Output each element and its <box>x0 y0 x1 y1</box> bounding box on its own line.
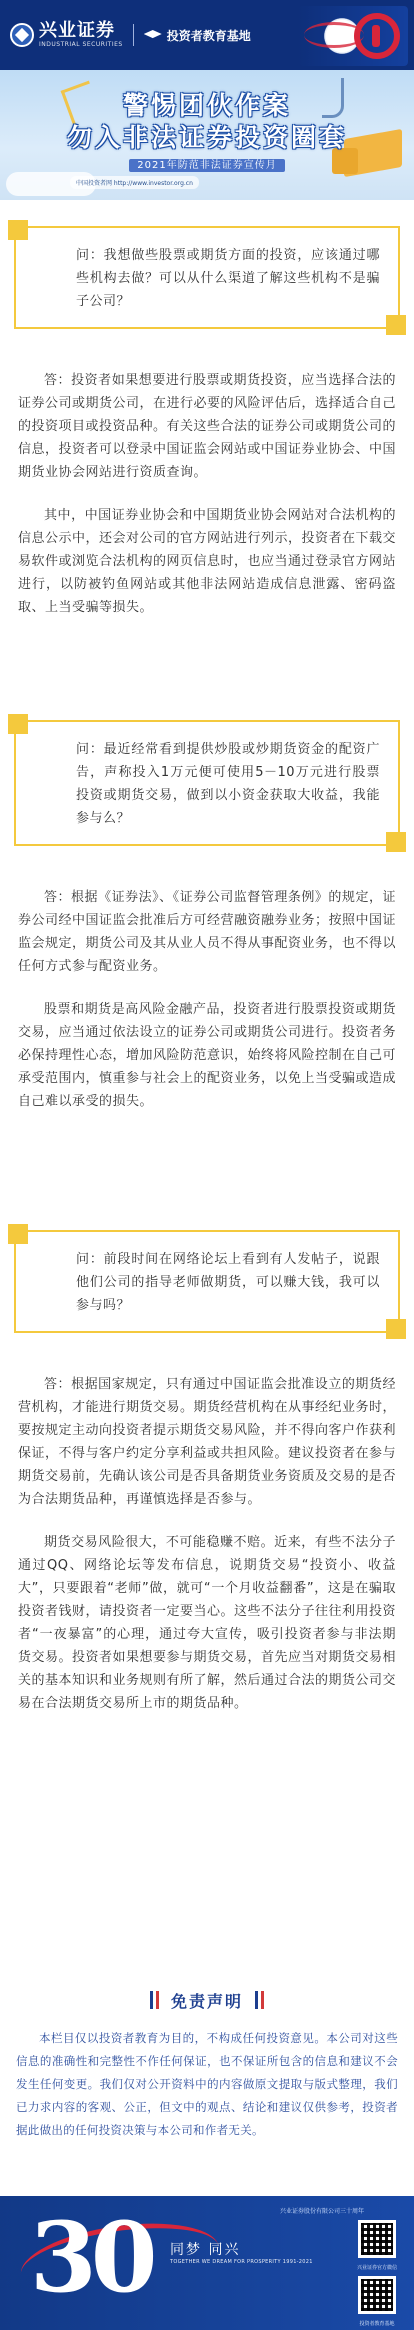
qr-label-2: 投资者教育基地 <box>359 2321 395 2327</box>
investor-education-base <box>144 27 251 44</box>
qa-section-3 <box>8 1230 406 1715</box>
header-bar <box>0 0 414 70</box>
brand-name-cn: 兴业证券 <box>39 20 115 41</box>
qa-section-1 <box>8 226 406 619</box>
question-box <box>14 226 400 329</box>
question-text: 问：最近经常看到提供炒股或炒期货资金的配资广告，声称投入1万元便可使用5－10万元进行股票投资或期货交易，做到以小资金获取大收益，我能参与么？ <box>76 742 380 826</box>
question-text: 问：我想做些股票或期货方面的投资，应该通过哪些机构去做？可以从什么渠道了解这些机构不是骗子公司？ <box>76 248 380 309</box>
brand-text <box>39 22 123 48</box>
qr-label-1: 兴业证券官方微信 <box>356 2265 397 2271</box>
anniversary-number: 30 <box>30 2201 152 2314</box>
brand-name-en: INDUSTRIAL SECURITIES <box>39 41 123 48</box>
brand-mark-icon <box>10 23 34 47</box>
footer-top-text: 兴业证券股份有限公司三十周年 <box>279 2208 364 2215</box>
banner-title-line1: 警惕团伙作案 <box>122 91 291 120</box>
education-qr-code[interactable] <box>358 2276 396 2314</box>
anniversary-emblem <box>298 6 408 66</box>
answer-paragraph: 答：根据《证券法》、《证券公司监督管理条例》的规定，证券公司经中国证监会批准后方可经营融资融券业务；按照中国证监会规定，期货公司及其从业人员不得从事配资业务，也不得以任何方式参与配资业务。 <box>18 890 397 974</box>
investor-education-label: 投资者教育基地 <box>166 28 251 43</box>
banner-url: 中国投资者网 http://www.investor.org.cn <box>70 176 199 189</box>
question-box <box>14 720 400 846</box>
answer-paragraph: 答：根据国家规定，只有通过中国证监会批准设立的期货经营机构，才能进行期货交易。期货经营机构在从事经纪业务时，要按规定主动向投资者提示期货交易风险，并不得向客户作获利保证，不得与客户约定分享利益或共担风险。建议投资者在参与期货交易前，先确认该公司是否具备期货业务资质及交易的是否为合法期货品种，再谨慎选择是否参与。 <box>18 1377 397 1507</box>
emblem-ring-icon <box>354 13 400 59</box>
brand-logo <box>10 22 123 48</box>
question-text: 问：前段时间在网络论坛上看到有人发帖子，说跟他们公司的指导老师做期货，可以赚大钱，我可以参与吗？ <box>76 1252 380 1313</box>
answer-paragraph: 其中，中国证券业协会和中国期货业协会网站对合法机构的信息公示中，还会对公司的官方网站进行列示，投资者在下载交易软件或浏览合法机构的网页信息时，也应当通过登录官方网站进行，以防被钓鱼网站或其他非法网站造成信息泄露、密码盗取、上当受骗等损失。 <box>18 508 397 615</box>
anniversary-slogan <box>170 2242 313 2266</box>
header-divider <box>133 24 134 46</box>
answer-paragraph: 期货交易风险很大，不可能稳赚不赔。近来，有些不法分子通过QQ、网络论坛等发布信息，说期货交易“投资小、收益大”，只要跟着“老师”做，就可“一个月收益翻番”，这是在骗取投资者钱财，请投资者一定要当心。这些不法分子往往利用投资者“一夜暴富”的心理，通过夸大宣传，吸引投资者参与非法期货交易。投资者如果想要参与期货交易，首先应当对期货交易相关的基本知识和业务规则有所了解，然后通过合法的期货公司交易在合法期货交易所上市的期货品种。 <box>18 1535 397 1711</box>
campaign-banner <box>0 70 414 200</box>
slogan-en: TOGETHER WE DREAM FOR PROSPERITY 1991-2021 <box>170 2259 313 2266</box>
question-box <box>14 1230 400 1333</box>
heading-bars-icon <box>150 1991 159 2009</box>
slogan-cn: 同梦 同兴 <box>170 2242 241 2258</box>
banner-title-line2: 勿入非法证券投资圈套 <box>66 123 347 152</box>
banner-subtitle <box>0 156 414 171</box>
wechat-qr-code[interactable] <box>358 2220 396 2258</box>
footer-banner <box>0 2196 414 2330</box>
answer-paragraph: 股票和期货是高风险金融产品，投资者进行股票投资或期货交易，应当通过依法设立的证券公司或期货公司进行。投资者务必保持理性心态，增加风险防范意识，始终将风险控制在自己可承受范围内，慎重参与社会上的配资业务，以免上当受骗或造成自己难以承受的损失。 <box>18 1002 397 1109</box>
heading-bars-icon <box>255 1991 264 2009</box>
disclaimer-section <box>0 1985 414 2142</box>
disclaimer-title: 免责声明 <box>170 1991 243 2011</box>
disclaimer-text: 本栏目仅以投资者教育为目的，不构成任何投资意见。本公司对这些信息的准确性和完整性不作任何保证，也不保证所包含的信息和建议不会发生任何变更。我们仅对公开资料中的内容做原文提取与版式整理，我们已力求内容的客观、公正，但文中的观点、结论和建议仅供参考，投资者据此做出的任何投资决策与本公司和作者无关。 <box>16 2031 398 2137</box>
answer-paragraph: 答：投资者如果想要进行股票或期货投资，应当选择合法的证券公司或期货公司，在进行必要的风险评估后，选择适合自己的投资项目或投资品种。有关这些合法的证券公司或期货公司的信息，投资者可以登录中国证监会网站或中国证券业协会、中国期货业协会网站进行资质查询。 <box>18 373 397 480</box>
banner-subtitle-text: 2021年防范非法证券宣传月 <box>129 159 284 172</box>
qa-section-2 <box>8 720 406 1113</box>
disclaimer-heading <box>0 1985 414 2015</box>
graduation-cap-icon <box>144 28 162 42</box>
